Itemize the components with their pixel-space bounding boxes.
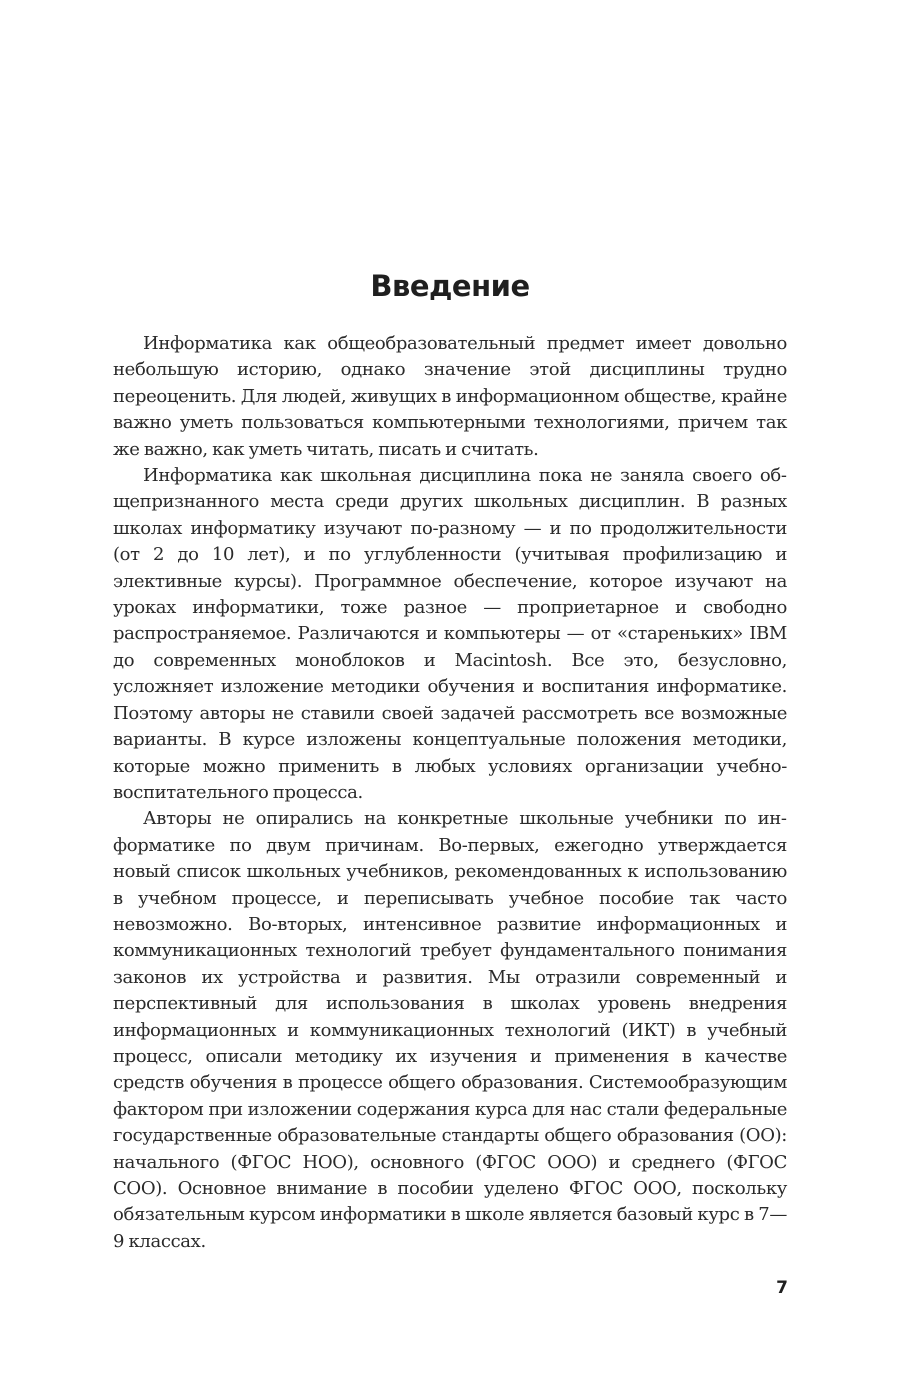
- paragraph-2: Информатика как школьная дисциплина пока не заняла своего общепризнанного места среди других школьных дисциплин. В разных школах информатику изучают по-разному — и по продолжительности (от 2 до 10 лет), и по углубленности (учитывая профилизацию и элективные курсы). Программное обеспечение, которое изучают на уроках информатики, тоже разное — проприетарное и свободно распространяемое. Различаются и компьютеры — от «стареньких» IBM до современных моноблоков и Macintosh. Все это, безусловно, усложняет изложение методики обучения и воспитания информатике. Поэтому авторы не ставили своей задачей рассмотреть все возможные варианты. В курсе изложены концептуальные положения методики, которые можно применить в любых условиях организации учебно-воспитательного процесса.: [113, 465, 787, 803]
- page-number: 7: [776, 1278, 788, 1298]
- paragraph-3: Авторы не опирались на конкретные школьные учебники по информатике по двум причинам. Во-первых, ежегодно утверждается новый список школьных учебников, рекомендованных к использованию в учебном процессе, и переписывать учебное пособие так часто невозможно. Во-вторых, интенсивное развитие информационных и коммуникационных технологий требует фундаментального понимания законов их устройства и развития. Мы отразили современный и перспективный для использования в школах уровень внедрения информационных и коммуникационных технологий (ИКТ) в учебный процесс, описали методику их изучения и применения в качестве средств обучения в процессе общего образования. Системообразующим фактором при изложении содержания курса для нас стали федеральные государственные образовательные стандарты общего образования (ОО): начального (ФГОС НОО), основного (ФГОС ООО) и среднего (ФГОС СОО). Основное внимание в пособии уделено ФГОС ООО, поскольку обязательным курсом информатики в школе является базовый курс в 7—9 классах.: [113, 808, 787, 1252]
- paragraph-1: Информатика как общеобразовательный предмет имеет довольно небольшую историю, однако значение этой дисциплины трудно переоценить. Для людей, живущих в информационном обществе, крайне важно уметь пользоваться компьютерными технологиями, причем так же важно, как уметь читать, писать и считать.: [113, 333, 787, 460]
- chapter-heading: Введение: [370, 269, 530, 304]
- body-text: [113, 331, 787, 1255]
